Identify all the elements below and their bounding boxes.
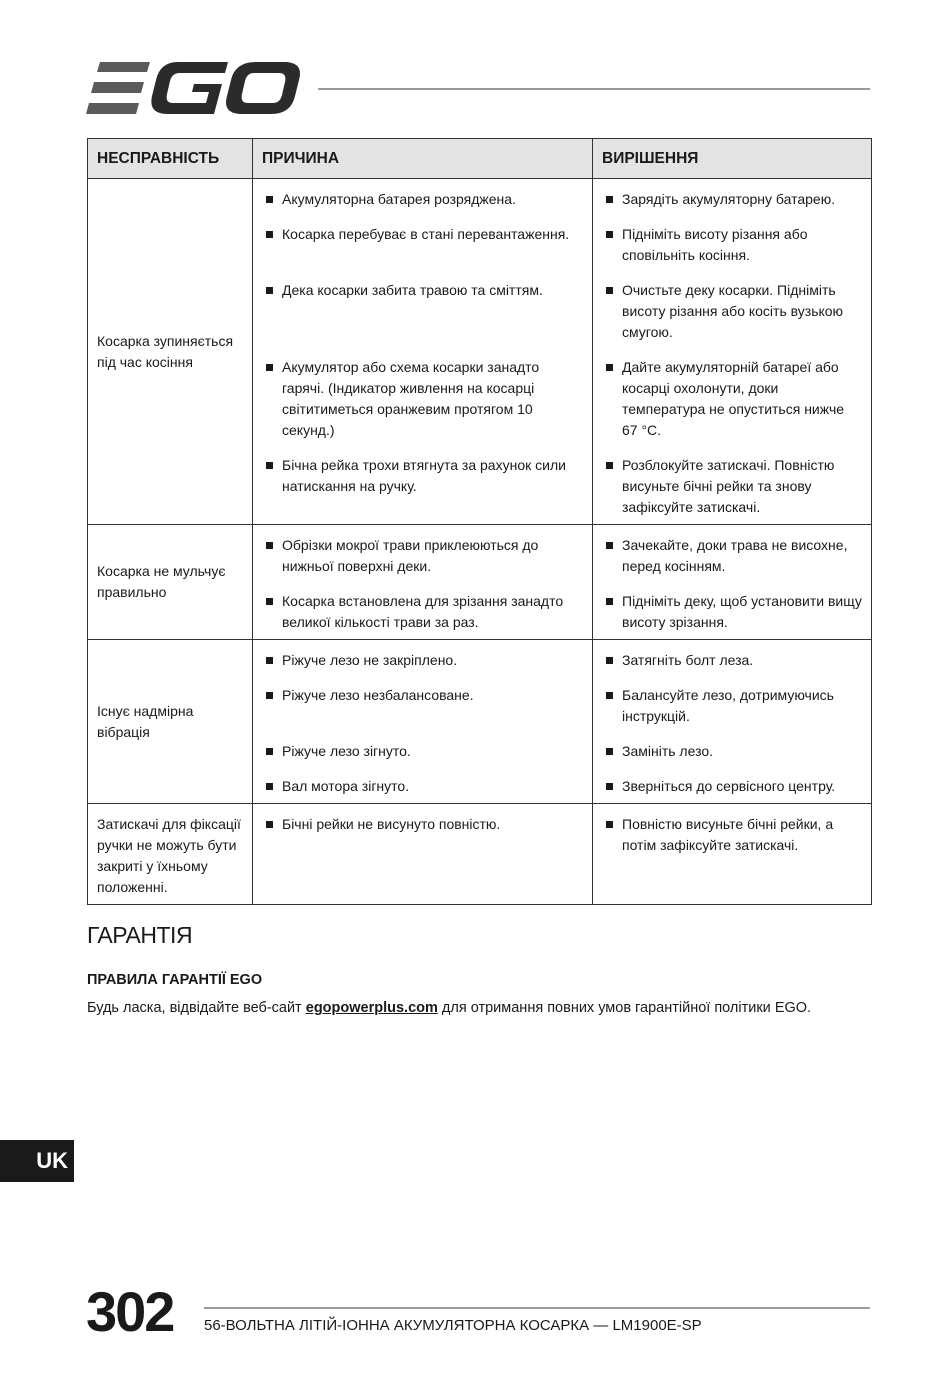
table-header-row <box>88 139 872 179</box>
header-rule <box>318 88 870 90</box>
warranty-text <box>87 1000 811 1016</box>
list-item: Косарка встановлена для зрізання занадто великої кількості трави за раз. <box>262 591 583 633</box>
list-item: Розблокуйте затискачі. Повністю висуньте бічні рейки та знову зафіксуйте затискачі. <box>602 455 862 518</box>
table-row <box>88 640 872 804</box>
warranty-text-before: Будь ласка, відвідайте веб-сайт <box>87 1000 302 1016</box>
list-item: Затягніть болт леза. <box>602 650 862 671</box>
warranty-link[interactable]: egopowerplus.com <box>305 1000 438 1016</box>
page-number: 302 <box>86 1280 174 1343</box>
list-item: Косарка перебуває в стані перевантаження. <box>262 224 583 245</box>
list-item: Акумулятор або схема косарки занадто гарячі. (Індикатор живлення на косарці світитиметься оранжевим протягом 10 секунд.) <box>262 357 583 441</box>
fault-cell: Косарка зупиняється під час косіння <box>88 179 253 525</box>
footer-text: 56-ВОЛЬТНА ЛІТІЙ-ІОННА АКУМУЛЯТОРНА КОСАРКА — LM1900E-SP <box>204 1317 702 1334</box>
list-item: Замініть лезо. <box>602 741 862 762</box>
header-fault: НЕСПРАВНІСТЬ <box>88 139 253 179</box>
list-item: Дайте акумуляторній батареї або косарці охолонути, доки температура не опуститься нижче 67 °C. <box>602 357 862 441</box>
cause-cell <box>253 179 593 525</box>
list-item: Ріжуче лезо зігнуто. <box>262 741 583 762</box>
table-row <box>88 179 872 525</box>
warranty-text-after: для отримання повних умов гарантійної політики EGO. <box>441 1000 812 1016</box>
cause-cell <box>253 804 593 905</box>
table-row <box>88 804 872 905</box>
list-item: Бічні рейки не висунуто повністю. <box>262 814 583 835</box>
list-item: Підніміть деку, щоб установити вищу висоту зрізання. <box>602 591 862 633</box>
troubleshooting-table <box>87 138 872 905</box>
list-item: Акумуляторна батарея розряджена. <box>262 189 583 210</box>
table-row <box>88 525 872 640</box>
list-item: Підніміть висоту різання або сповільніть косіння. <box>602 224 862 266</box>
warranty-heading: ГАРАНТІЯ <box>87 922 193 948</box>
list-item: Дека косарки забита травою та сміттям. <box>262 280 583 301</box>
header-solution: ВИРІШЕННЯ <box>593 139 872 179</box>
fault-cell: Існує надмірна вібрація <box>88 640 253 804</box>
list-item: Обрізки мокрої трави приклеюються до нижньої поверхні деки. <box>262 535 583 577</box>
fault-cell: Косарка не мульчує правильно <box>88 525 253 640</box>
solution-cell <box>593 525 872 640</box>
list-item: Балансуйте лезо, дотримуючись інструкцій. <box>602 685 862 727</box>
list-item: Зачекайте, доки трава не висохне, перед косінням. <box>602 535 862 577</box>
list-item: Повністю висуньте бічні рейки, а потім зафіксуйте затискачі. <box>602 814 862 856</box>
solution-cell <box>593 640 872 804</box>
cause-cell <box>253 525 593 640</box>
cause-cell <box>253 640 593 804</box>
language-tab: UK <box>0 1140 74 1182</box>
list-item: Зарядіть акумуляторну батарею. <box>602 189 862 210</box>
warranty-subheading: ПРАВИЛА ГАРАНТІЇ EGO <box>87 972 263 988</box>
solution-cell <box>593 804 872 905</box>
fault-cell: Затискачі для фіксації ручки не можуть бути закриті у їхньому положенні. <box>88 804 253 905</box>
list-item: Зверніться до сервісного центру. <box>602 776 862 797</box>
ego-logo <box>86 62 300 114</box>
solution-cell <box>593 179 872 525</box>
list-item: Бічна рейка трохи втягнута за рахунок сили натискання на ручку. <box>262 455 583 497</box>
footer-rule <box>204 1307 870 1309</box>
list-item: Ріжуче лезо незбалансоване. <box>262 685 583 706</box>
list-item: Ріжуче лезо не закріплено. <box>262 650 583 671</box>
list-item: Очистьте деку косарки. Підніміть висоту різання або косіть вузькою смугою. <box>602 280 862 343</box>
list-item: Вал мотора зігнуто. <box>262 776 583 797</box>
header-cause: ПРИЧИНА <box>253 139 593 179</box>
